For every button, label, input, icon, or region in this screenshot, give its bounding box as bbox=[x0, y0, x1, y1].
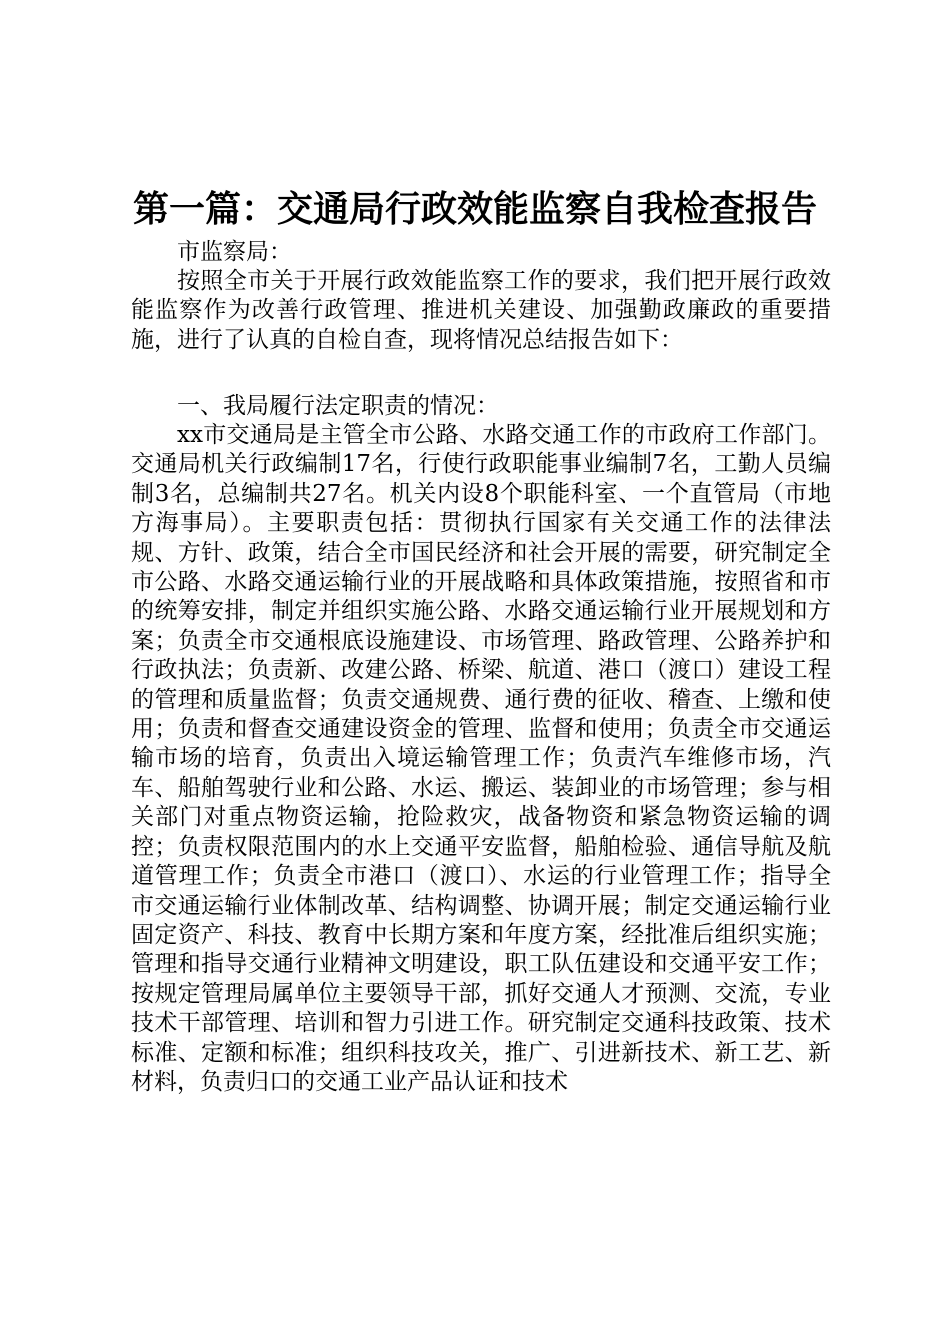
salutation: 市监察局： bbox=[177, 239, 292, 265]
document-title: 第一篇：交通局行政效能监察自我检查报告 bbox=[132, 188, 817, 230]
duties-paragraph: xx市交通局是主管全市公路、水路交通工作的市政府工作部门。交通局机关行政编制17名，行使行政职能事业编制7名，工勤人员编制3名，总编制共27名。机关内设8个职能科室、一个直管局（市地方海事局）。主要职责包括：贯彻执行国家有关交通工作的法律法规、方针、政策，结合全市国民经济和社会开展的需要，研究制定全市公路、水路交通运输行业的开展战略和具体政策措施，按照省和市的统筹安排，制定并组织实施公路、水路交通运输行业开展规划和方案；负责全市交通根底设施建设、市场管理、路政管理、公路养护和行政执法；负责新、改建公路、桥梁、航道、港口（渡口）建设工程的管理和质量监督；负责交通规费、通行费的征收、稽查、上缴和使用；负责和督查交通建设资金的管理、监督和使用；负责全市交通运输市场的培育，负责出入境运输管理工作；负责汽车维修市场，汽车、船舶驾驶行业和公路、水运、搬运、装卸业的市场管理；参与相关部门对重点物资运输，抢险救灾，战备物资和紧急物资运输的调控；负责权限范围内的水上交通平安监督，船舶检验、通信导航及航道管理工作；负责全市港口（渡口）、水运的行业管理工作；指导全市交通运输行业体制改革、结构调整、协调开展；制定交通运输行业固定资产、科技、教育中长期方案和年度方案，经批准后组织实施；管理和指导交通行业精神文明建设，职工队伍建设和交通平安工作；按规定管理局属单位主要领导干部，抓好交通人才预测、交流，专业技术干部管理、培训和智力引进工作。研究制定交通科技政策、技术标准、定额和标准；组织科技攻关，推广、引进新技术、新工艺、新材料，负责归口的交通工业产品认证和技术 bbox=[131, 422, 831, 1095]
intro-paragraph: 按照全市关于开展行政效能监察工作的要求，我们把开展行政效能监察作为改善行政管理、推进机关建设、加强勤政廉政的重要措施，进行了认真的自检自查，现将情况总结报告如下： bbox=[131, 268, 831, 353]
section-heading-1: 一、我局履行法定职责的情况： bbox=[177, 393, 499, 419]
